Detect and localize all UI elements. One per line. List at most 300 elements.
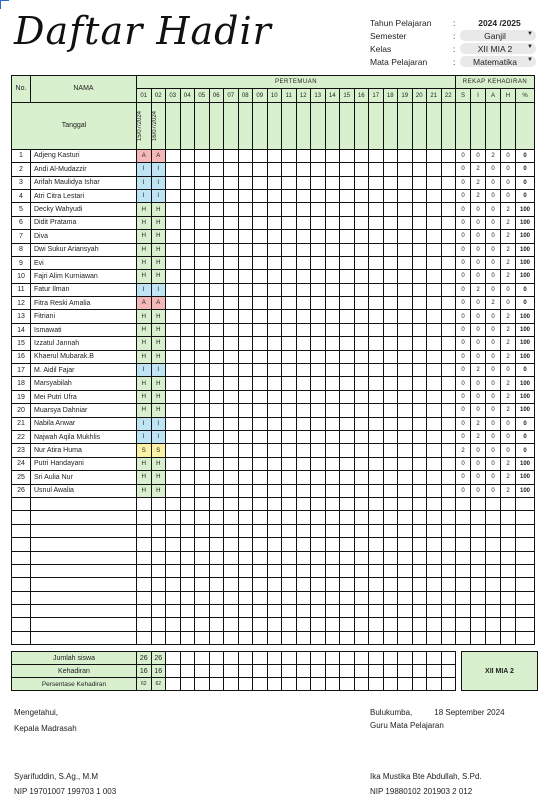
attendance-empty	[412, 163, 427, 176]
attendance-empty	[180, 297, 195, 310]
attendance-empty	[383, 310, 398, 323]
table-row	[12, 283, 535, 296]
header-tanggal: Tanggal	[12, 102, 137, 149]
summary-empty	[195, 652, 210, 665]
empty-row	[12, 564, 535, 577]
empty-cell	[209, 511, 224, 524]
empty-cell	[282, 497, 297, 510]
summary-label: Kehadiran	[12, 665, 137, 678]
rekap-value: 0	[456, 430, 471, 443]
rekap-value: 0	[501, 444, 516, 457]
attendance-empty	[398, 310, 413, 323]
kelas-label: Kelas	[370, 44, 392, 54]
rekap-blank	[471, 102, 486, 149]
attendance-empty	[383, 430, 398, 443]
attendance-empty	[282, 297, 297, 310]
tahun-label: Tahun Pelajaran	[370, 18, 432, 28]
attendance-mark: I	[151, 417, 166, 430]
empty-cell	[267, 551, 282, 564]
table-row	[12, 256, 535, 269]
empty-cell	[398, 538, 413, 551]
summary-empty	[354, 652, 369, 665]
empty-cell	[427, 564, 442, 577]
rekap-value: 0	[501, 149, 516, 162]
mapel-select[interactable]	[460, 56, 536, 67]
attendance-empty	[166, 149, 181, 162]
attendance-empty	[325, 270, 340, 283]
attendance-mark: S	[151, 444, 166, 457]
mengetahui-text: Mengetahui,	[14, 708, 59, 717]
empty-cell	[441, 551, 456, 564]
empty-cell	[166, 578, 181, 591]
attendance-empty	[224, 283, 239, 296]
attendance-empty	[441, 256, 456, 269]
student-no: 12	[12, 297, 31, 310]
attendance-empty	[354, 189, 369, 202]
attendance-empty	[325, 283, 340, 296]
empty-cell	[427, 631, 442, 644]
semester-label: Semester	[370, 31, 407, 41]
attendance-empty	[354, 390, 369, 403]
table-row	[12, 337, 535, 350]
empty-cell	[12, 631, 31, 644]
empty-cell	[180, 605, 195, 618]
attendance-empty	[166, 471, 181, 484]
attendance-empty	[325, 444, 340, 457]
attendance-empty	[180, 404, 195, 417]
empty-cell	[471, 631, 486, 644]
rekap-value: 100	[516, 216, 535, 229]
summary-value: 16	[151, 665, 166, 678]
guru-name: Ika Mustika Bte Abdullah, S.Pd.	[370, 772, 482, 781]
attendance-empty	[253, 270, 268, 283]
attendance-empty	[166, 323, 181, 336]
rekap-value: 0	[456, 163, 471, 176]
empty-cell	[441, 497, 456, 510]
attendance-empty	[166, 337, 181, 350]
attendance-empty	[383, 471, 398, 484]
empty-cell	[151, 631, 166, 644]
attendance-empty	[354, 364, 369, 377]
attendance-empty	[369, 270, 384, 283]
attendance-empty	[238, 364, 253, 377]
meeting-number: 17	[369, 89, 384, 102]
attendance-empty	[166, 256, 181, 269]
empty-cell	[31, 618, 137, 631]
empty-cell	[166, 511, 181, 524]
kepala-name: Syarifuddin, S.Ag., M.M	[14, 772, 99, 781]
empty-cell	[427, 618, 442, 631]
colon: :	[453, 31, 456, 41]
empty-cell	[296, 578, 311, 591]
attendance-empty	[311, 270, 326, 283]
footer-right-sign	[370, 771, 482, 797]
empty-cell	[31, 578, 137, 591]
attendance-empty	[238, 283, 253, 296]
attendance-empty	[311, 471, 326, 484]
attendance-empty	[282, 471, 297, 484]
attendance-empty	[238, 216, 253, 229]
meeting-number: 12	[296, 89, 311, 102]
attendance-empty	[267, 216, 282, 229]
date-cell	[209, 102, 224, 149]
rekap-value: 0	[471, 256, 486, 269]
attendance-empty	[195, 216, 210, 229]
meeting-number: 02	[151, 89, 166, 102]
rekap-header: H	[501, 89, 516, 102]
summary-empty	[282, 652, 297, 665]
rekap-value: 0	[456, 189, 471, 202]
rekap-value: 0	[486, 444, 501, 457]
date-cell	[180, 102, 195, 149]
attendance-empty	[325, 243, 340, 256]
empty-cell	[398, 511, 413, 524]
guru-title: Guru Mata Pelajaran	[370, 721, 444, 730]
empty-cell	[412, 551, 427, 564]
summary-empty	[354, 678, 369, 691]
attendance-empty	[311, 230, 326, 243]
mapel-value: Matematika	[473, 57, 517, 67]
attendance-empty	[296, 176, 311, 189]
attendance-empty	[311, 444, 326, 457]
empty-cell	[267, 511, 282, 524]
rekap-value: 0	[456, 310, 471, 323]
empty-cell	[137, 497, 152, 510]
rekap-value: 0	[456, 471, 471, 484]
attendance-empty	[166, 243, 181, 256]
rekap-value: 2	[486, 297, 501, 310]
empty-cell	[441, 578, 456, 591]
empty-cell	[427, 591, 442, 604]
attendance-mark: H	[151, 377, 166, 390]
empty-cell	[151, 605, 166, 618]
empty-row	[12, 631, 535, 644]
empty-cell	[441, 631, 456, 644]
attendance-empty	[427, 323, 442, 336]
attendance-empty	[209, 189, 224, 202]
attendance-empty	[253, 256, 268, 269]
summary-empty	[253, 678, 268, 691]
rekap-value: 2	[486, 149, 501, 162]
attendance-empty	[253, 176, 268, 189]
summary-empty	[412, 678, 427, 691]
empty-cell	[412, 618, 427, 631]
rekap-header: I	[471, 89, 486, 102]
empty-cell	[296, 524, 311, 537]
empty-cell	[412, 591, 427, 604]
empty-cell	[456, 564, 471, 577]
summary-empty	[383, 665, 398, 678]
attendance-empty	[340, 163, 355, 176]
attendance-mark: I	[137, 163, 152, 176]
empty-cell	[296, 497, 311, 510]
empty-cell	[166, 631, 181, 644]
attendance-empty	[412, 484, 427, 497]
rekap-value: 0	[516, 163, 535, 176]
attendance-empty	[238, 484, 253, 497]
attendance-empty	[195, 471, 210, 484]
place: Bulukumba,	[370, 708, 413, 717]
rekap-blank	[516, 102, 535, 149]
attendance-empty	[412, 243, 427, 256]
meeting-number: 11	[282, 89, 297, 102]
summary-empty	[412, 665, 427, 678]
attendance-empty	[383, 243, 398, 256]
attendance-empty	[311, 404, 326, 417]
rekap-value: 0	[456, 149, 471, 162]
rekap-value: 0	[486, 484, 501, 497]
attendance-empty	[195, 484, 210, 497]
attendance-empty	[253, 310, 268, 323]
attendance-empty	[398, 176, 413, 189]
attendance-empty	[296, 323, 311, 336]
empty-cell	[354, 564, 369, 577]
kelas-select[interactable]	[460, 43, 536, 54]
rekap-value: 0	[516, 430, 535, 443]
attendance-empty	[224, 337, 239, 350]
empty-cell	[151, 551, 166, 564]
empty-cell	[340, 591, 355, 604]
table-row	[12, 176, 535, 189]
empty-cell	[340, 538, 355, 551]
meeting-number: 20	[412, 89, 427, 102]
rekap-value: 0	[486, 430, 501, 443]
attendance-empty	[209, 323, 224, 336]
summary-empty	[224, 678, 239, 691]
attendance-empty	[180, 216, 195, 229]
date-row	[12, 102, 535, 149]
empty-cell	[238, 524, 253, 537]
empty-cell	[12, 564, 31, 577]
attendance-empty	[282, 404, 297, 417]
empty-cell	[501, 578, 516, 591]
empty-cell	[137, 564, 152, 577]
rekap-value: 2	[501, 350, 516, 363]
empty-cell	[398, 631, 413, 644]
empty-cell	[296, 618, 311, 631]
attendance-empty	[369, 283, 384, 296]
summary-empty	[209, 665, 224, 678]
attendance-empty	[369, 256, 384, 269]
summary-value: 26	[151, 652, 166, 665]
summary-table	[11, 651, 538, 691]
rekap-value: 0	[486, 377, 501, 390]
attendance-empty	[238, 390, 253, 403]
empty-cell	[195, 631, 210, 644]
attendance-empty	[166, 297, 181, 310]
empty-cell	[180, 578, 195, 591]
attendance-empty	[253, 283, 268, 296]
rekap-value: 0	[456, 417, 471, 430]
rekap-value: 2	[501, 457, 516, 470]
attendance-empty	[325, 457, 340, 470]
attendance-empty	[441, 350, 456, 363]
attendance-empty	[398, 377, 413, 390]
attendance-empty	[267, 364, 282, 377]
student-no: 13	[12, 310, 31, 323]
attendance-empty	[383, 417, 398, 430]
attendance-empty	[383, 149, 398, 162]
empty-cell	[412, 578, 427, 591]
attendance-empty	[195, 377, 210, 390]
attendance-empty	[427, 283, 442, 296]
empty-cell	[253, 631, 268, 644]
summary-empty	[296, 665, 311, 678]
attendance-empty	[427, 404, 442, 417]
attendance-empty	[224, 176, 239, 189]
summary-empty	[369, 665, 384, 678]
attendance-empty	[166, 230, 181, 243]
meeting-number: 09	[253, 89, 268, 102]
attendance-mark: A	[151, 297, 166, 310]
attendance-empty	[325, 323, 340, 336]
attendance-empty	[209, 243, 224, 256]
attendance-empty	[209, 297, 224, 310]
meeting-number: 08	[238, 89, 253, 102]
attendance-empty	[296, 390, 311, 403]
empty-cell	[369, 497, 384, 510]
meeting-number: 01	[137, 89, 152, 102]
attendance-empty	[224, 404, 239, 417]
attendance-empty	[383, 203, 398, 216]
empty-cell	[340, 631, 355, 644]
attendance-empty	[238, 163, 253, 176]
attendance-empty	[383, 444, 398, 457]
rekap-value: 0	[471, 404, 486, 417]
attendance-empty	[340, 203, 355, 216]
attendance-empty	[441, 404, 456, 417]
attendance-empty	[238, 310, 253, 323]
empty-cell	[311, 497, 326, 510]
attendance-empty	[238, 189, 253, 202]
empty-cell	[296, 605, 311, 618]
empty-cell	[224, 578, 239, 591]
attendance-empty	[253, 243, 268, 256]
student-name: Atri Citra Lestari	[31, 189, 137, 202]
empty-cell	[195, 538, 210, 551]
table-row	[12, 404, 535, 417]
attendance-empty	[354, 243, 369, 256]
attendance-empty	[412, 189, 427, 202]
empty-cell	[516, 591, 535, 604]
attendance-empty	[340, 350, 355, 363]
rekap-value: 0	[456, 364, 471, 377]
attendance-empty	[427, 377, 442, 390]
rekap-value: 0	[456, 230, 471, 243]
empty-cell	[253, 497, 268, 510]
attendance-empty	[427, 189, 442, 202]
attendance-empty	[296, 484, 311, 497]
rekap-value: 0	[456, 216, 471, 229]
attendance-empty	[267, 457, 282, 470]
attendance-mark: H	[137, 310, 152, 323]
attendance-empty	[369, 377, 384, 390]
semester-select[interactable]	[460, 30, 536, 41]
attendance-empty	[325, 149, 340, 162]
attendance-empty	[325, 163, 340, 176]
attendance-empty	[282, 283, 297, 296]
attendance-empty	[383, 377, 398, 390]
rekap-value: 0	[456, 270, 471, 283]
student-name: Khaerul Mubarak.B	[31, 350, 137, 363]
empty-cell	[296, 551, 311, 564]
summary-empty	[267, 678, 282, 691]
rekap-value: 0	[516, 417, 535, 430]
empty-cell	[137, 511, 152, 524]
attendance-mark: H	[137, 484, 152, 497]
attendance-empty	[369, 417, 384, 430]
empty-cell	[151, 538, 166, 551]
attendance-empty	[412, 310, 427, 323]
empty-cell	[325, 511, 340, 524]
student-no: 17	[12, 364, 31, 377]
summary-empty	[166, 678, 181, 691]
rekap-header: %	[516, 89, 535, 102]
empty-cell	[296, 591, 311, 604]
attendance-empty	[224, 216, 239, 229]
attendance-empty	[354, 444, 369, 457]
attendance-mark: H	[151, 243, 166, 256]
table-row	[12, 297, 535, 310]
rekap-value: 0	[501, 163, 516, 176]
attendance-empty	[224, 457, 239, 470]
attendance-empty	[166, 417, 181, 430]
student-name: Dwi Sukur Ariansyah	[31, 243, 137, 256]
attendance-empty	[209, 203, 224, 216]
attendance-empty	[296, 350, 311, 363]
summary-empty	[441, 678, 456, 691]
attendance-empty	[354, 297, 369, 310]
attendance-empty	[427, 256, 442, 269]
student-name: Fitra Reski Amalia	[31, 297, 137, 310]
empty-cell	[340, 497, 355, 510]
dropdown-arrow-icon: ▼	[527, 57, 533, 63]
summary-empty	[267, 665, 282, 678]
rekap-value: 0	[486, 350, 501, 363]
empty-cell	[180, 551, 195, 564]
attendance-empty	[340, 377, 355, 390]
summary-empty	[325, 678, 340, 691]
attendance-empty	[412, 270, 427, 283]
attendance-empty	[180, 310, 195, 323]
rekap-value: 2	[471, 283, 486, 296]
attendance-empty	[282, 149, 297, 162]
student-name: Nur Atira Huma	[31, 444, 137, 457]
attendance-empty	[296, 203, 311, 216]
empty-cell	[180, 497, 195, 510]
attendance-empty	[311, 310, 326, 323]
attendance-empty	[282, 203, 297, 216]
attendance-empty	[311, 377, 326, 390]
empty-row	[12, 591, 535, 604]
attendance-empty	[282, 310, 297, 323]
rekap-value: 0	[516, 364, 535, 377]
empty-cell	[398, 497, 413, 510]
attendance-empty	[224, 484, 239, 497]
attendance-empty	[166, 484, 181, 497]
empty-cell	[398, 591, 413, 604]
empty-cell	[253, 551, 268, 564]
empty-cell	[12, 591, 31, 604]
guru-nip: NIP 19880102 201903 2 012	[370, 787, 473, 796]
table-row	[12, 270, 535, 283]
rekap-value: 2	[501, 243, 516, 256]
empty-cell	[209, 524, 224, 537]
attendance-empty	[296, 404, 311, 417]
date-cell	[282, 102, 297, 149]
summary-empty	[296, 678, 311, 691]
summary-empty	[166, 652, 181, 665]
